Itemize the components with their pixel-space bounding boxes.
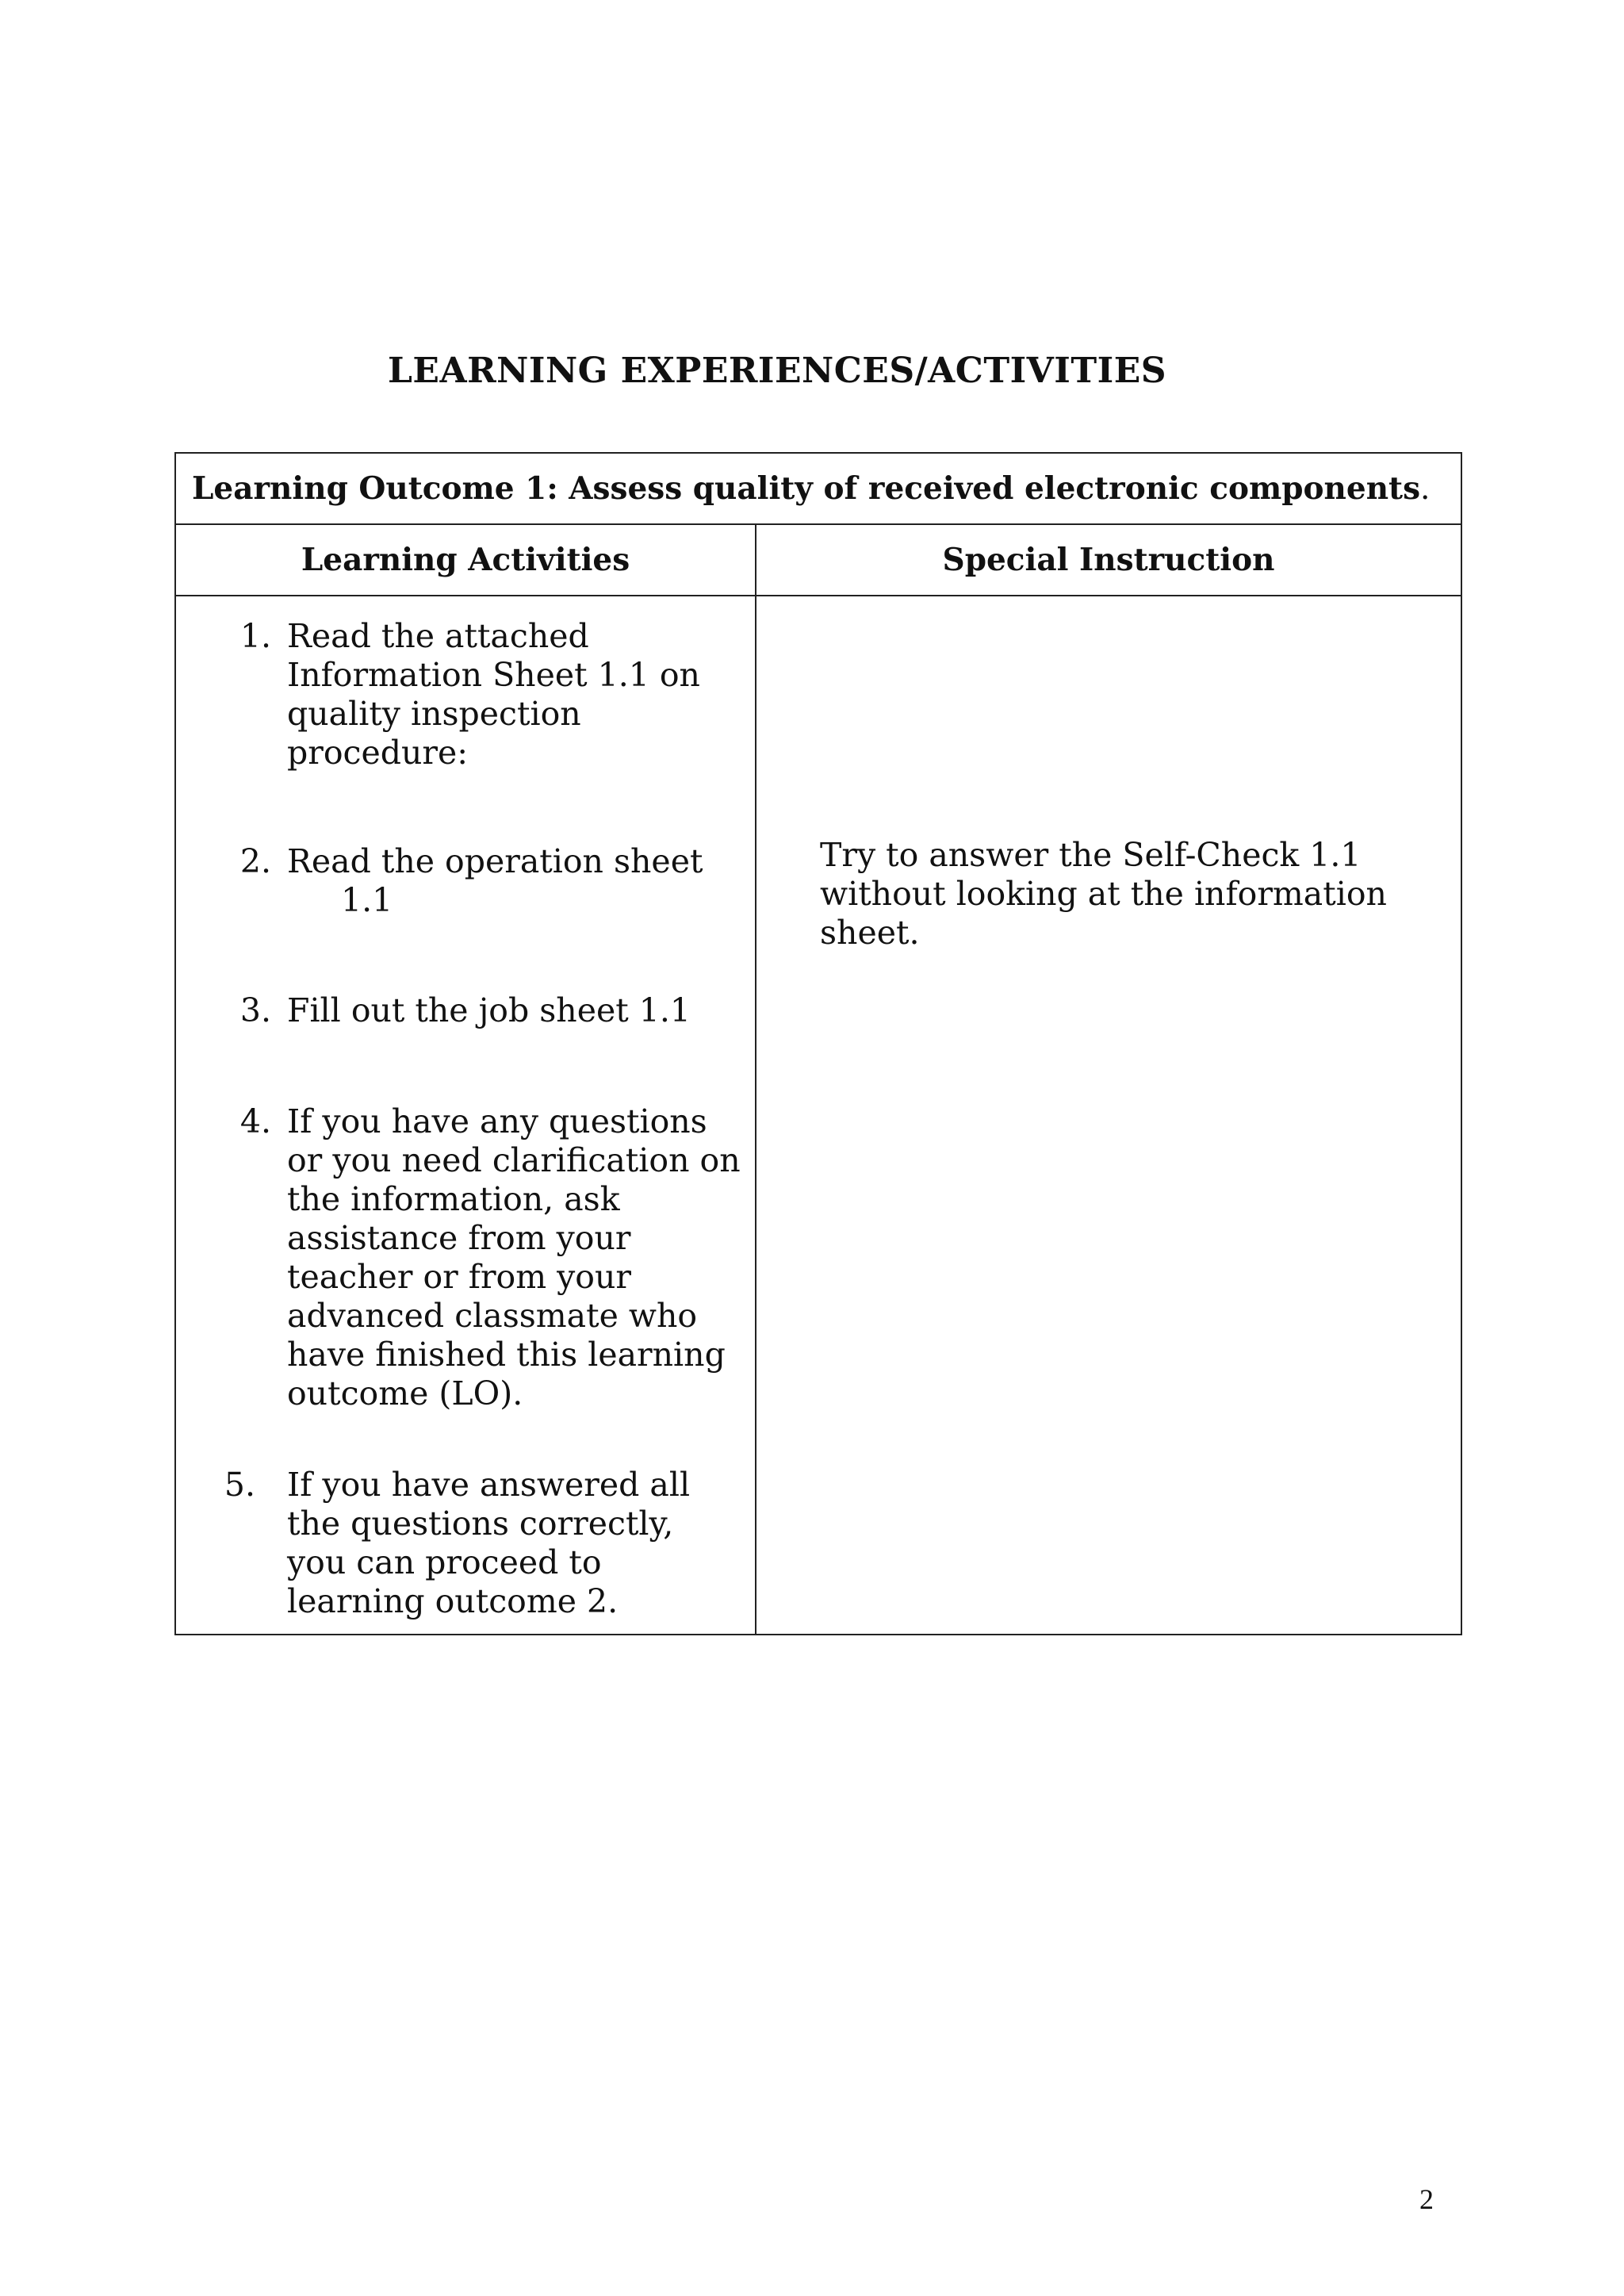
activity-line-sub: 1.1 xyxy=(341,881,393,919)
activity-line: advanced classmate who xyxy=(287,1297,698,1335)
activity-text xyxy=(287,991,747,1030)
activity-number: 1. xyxy=(239,617,271,655)
instruction-line: sheet. xyxy=(820,914,920,952)
special-instruction-cell xyxy=(756,596,1461,1635)
activity-number: 3. xyxy=(239,991,271,1029)
instruction-line: Try to answer the Self-Check 1.1 xyxy=(820,836,1362,874)
header-learning-activities: Learning Activities xyxy=(175,524,756,596)
header-special-instruction: Special Instruction xyxy=(756,524,1461,596)
activity-line: Read the operation sheet xyxy=(287,842,703,880)
page-number: 2 xyxy=(1419,2183,1434,2215)
activity-text xyxy=(287,617,747,772)
activity-line: or you need clarification on xyxy=(287,1141,741,1179)
activities-cell xyxy=(175,596,756,1635)
activity-line: Read the attached xyxy=(287,617,589,655)
activity-line: assistance from your xyxy=(287,1219,631,1257)
activity-text xyxy=(287,1102,747,1413)
activity-line: teacher or from your xyxy=(287,1258,631,1296)
activity-text xyxy=(287,1466,747,1621)
activity-line: you can proceed to xyxy=(287,1543,602,1581)
activity-text xyxy=(287,842,747,920)
activity-line: If you have answered all xyxy=(287,1466,691,1504)
activity-line: If you have any questions xyxy=(287,1102,707,1140)
table-header-row xyxy=(175,524,1461,596)
activity-line: learning outcome 2. xyxy=(287,1582,619,1620)
special-instruction-text xyxy=(820,836,1438,953)
activity-line: the information, ask xyxy=(287,1180,620,1218)
instruction-line: without looking at the information xyxy=(820,875,1387,913)
activity-number: 2. xyxy=(239,842,271,880)
activity-line: quality inspection xyxy=(287,695,581,733)
activity-line: the questions correctly, xyxy=(287,1504,674,1543)
activity-line: outcome (LO). xyxy=(287,1374,523,1412)
activity-line: have finished this learning xyxy=(287,1336,726,1374)
activity-line: procedure: xyxy=(287,734,469,772)
learning-outcome-row xyxy=(175,453,1461,524)
learning-outcome-label: Learning Outcome 1: Assess quality of received electronic components xyxy=(192,470,1421,507)
learning-outcome-cell xyxy=(175,453,1461,524)
activity-number: 5. xyxy=(224,1466,255,1504)
table-body-row xyxy=(175,596,1461,1635)
learning-outcome-period: . xyxy=(1420,471,1431,507)
activity-number: 4. xyxy=(239,1102,271,1140)
activity-line: Fill out the job sheet 1.1 xyxy=(287,991,691,1029)
learning-activities-table xyxy=(174,452,1462,1635)
page-title: LEARNING EXPERIENCES/ACTIVITIES xyxy=(387,351,1167,391)
activity-line: Information Sheet 1.1 on xyxy=(287,656,700,694)
